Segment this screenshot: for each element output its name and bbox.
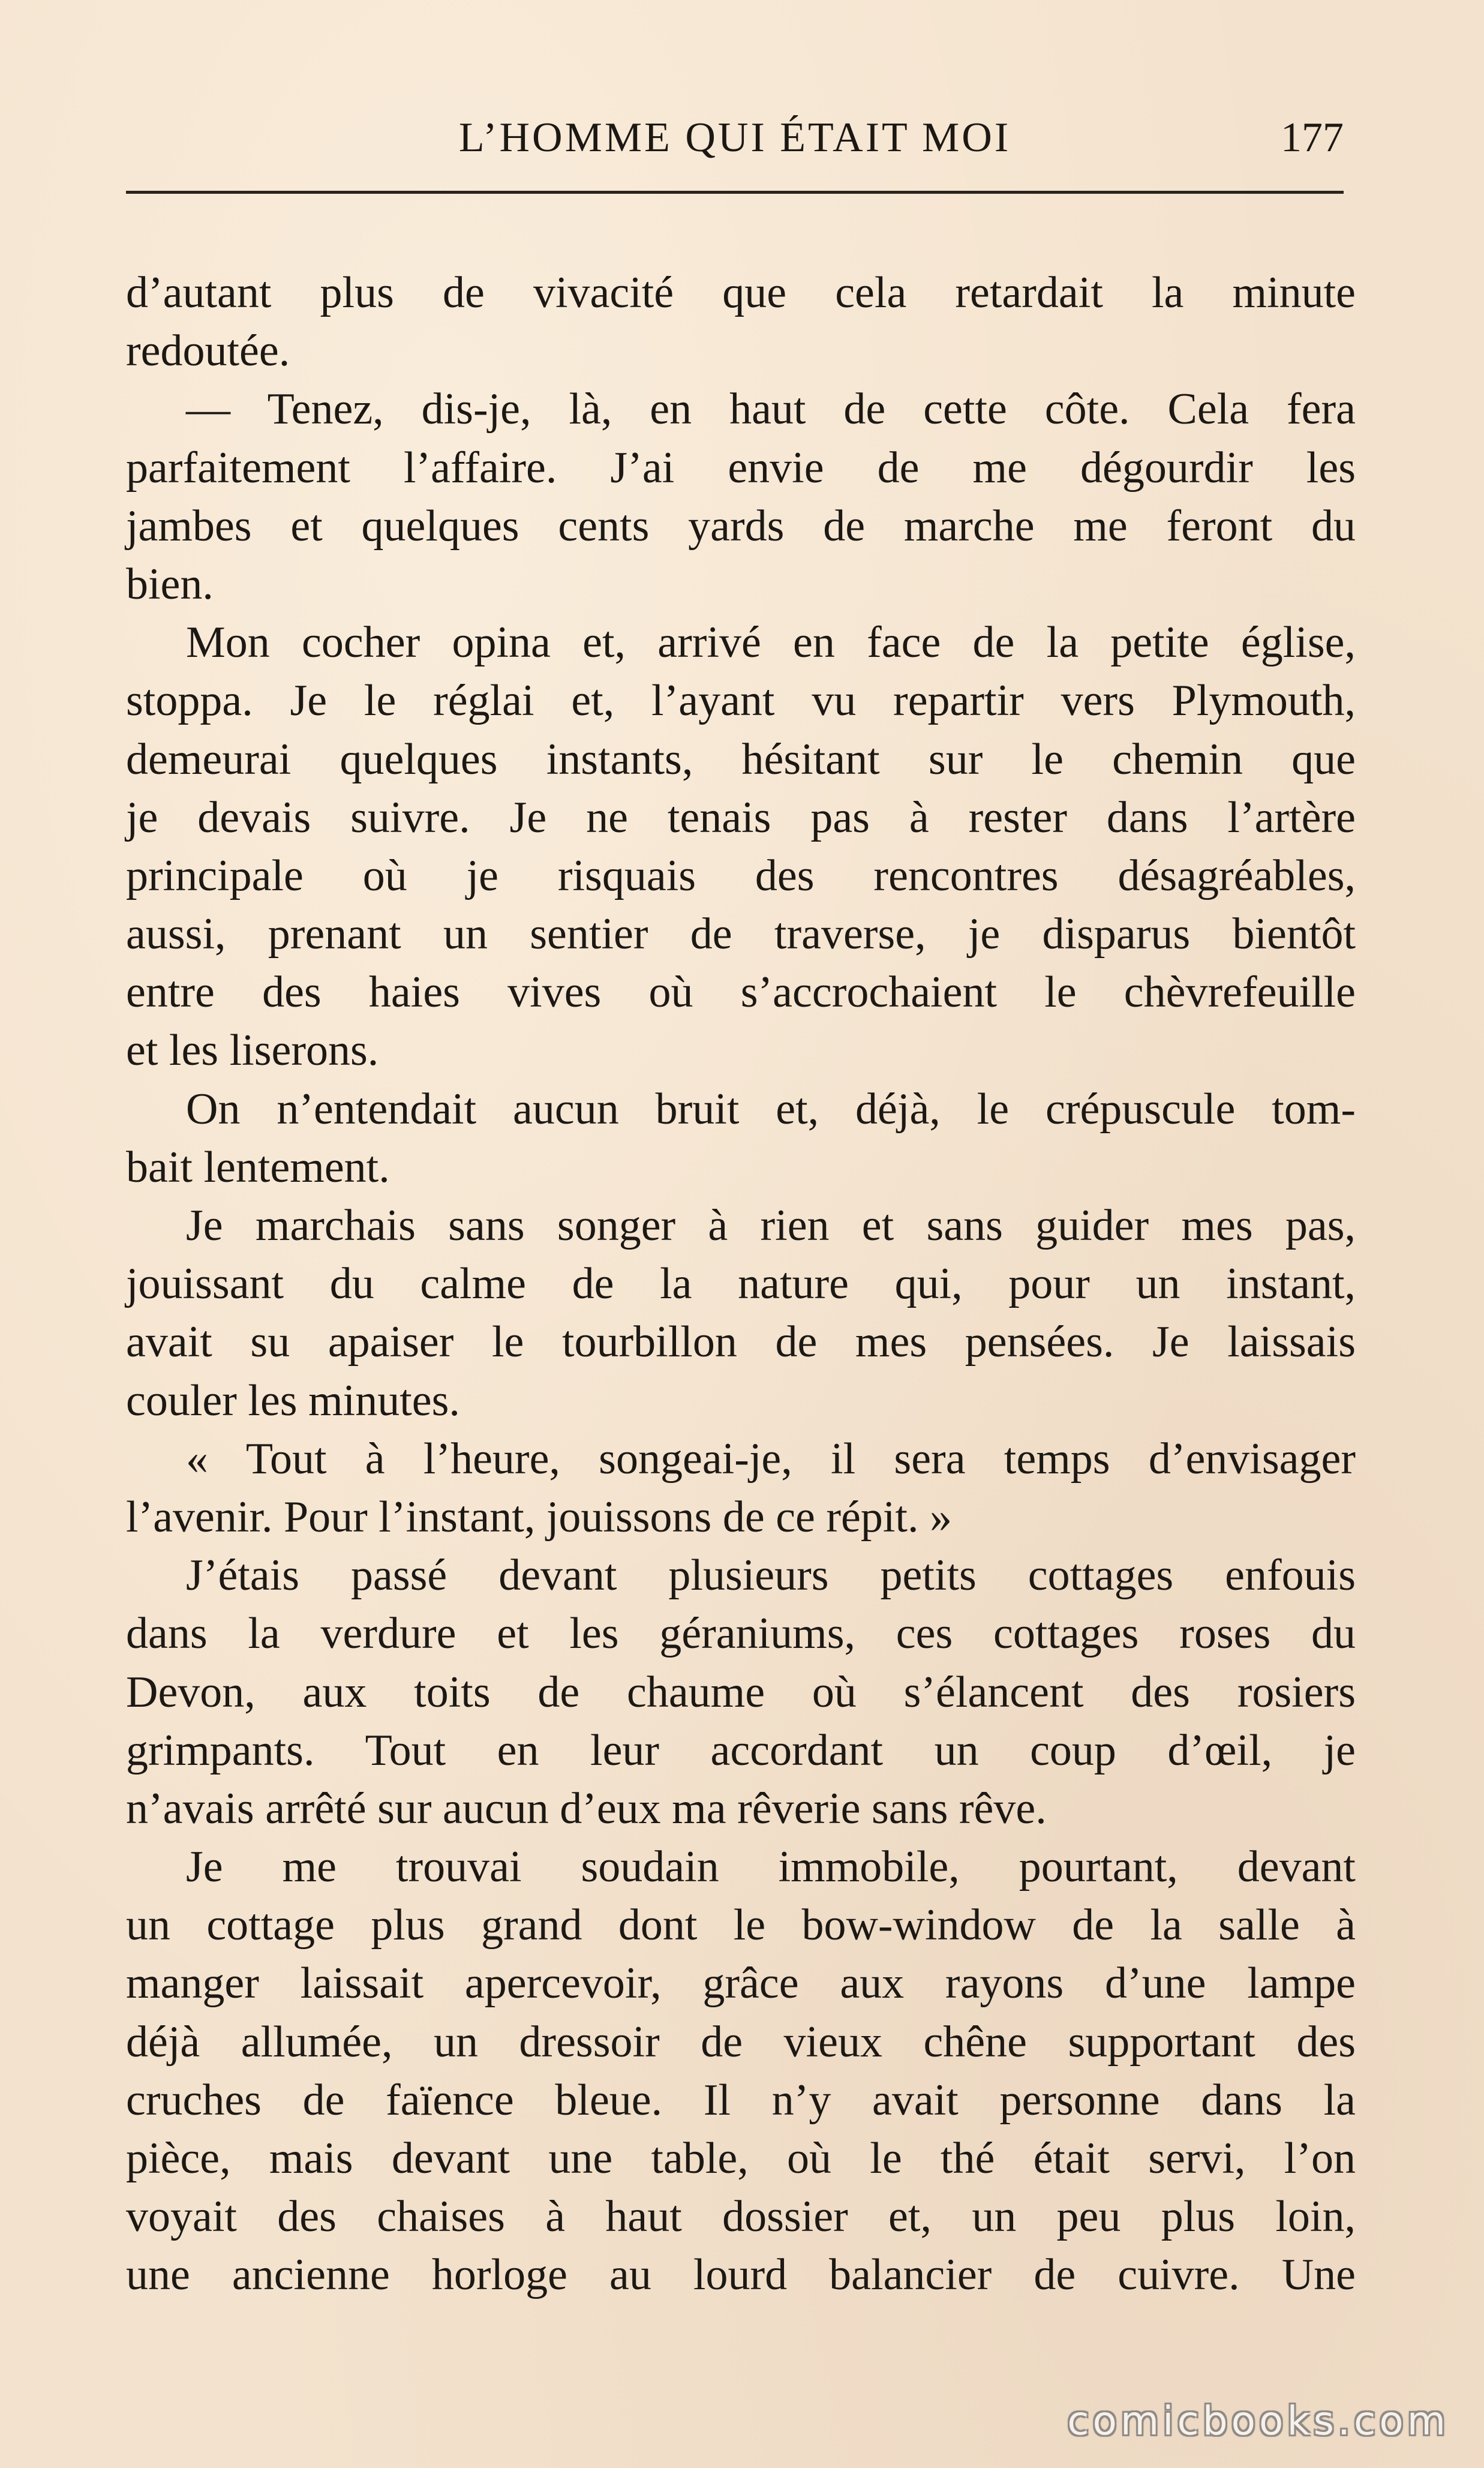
text-line: d’autant plus de vivacité que cela retardait la minute bbox=[126, 268, 1356, 317]
text-line: voyait des chaises à haut dossier et, un peu plus loin, bbox=[126, 2192, 1356, 2242]
text-line: un cottage plus grand dont le bow-window de la salle à bbox=[126, 1900, 1356, 1950]
text-line: Je marchais sans songer à rien et sans guider mes pas, bbox=[186, 1201, 1356, 1250]
text-line: manger laissait apercevoir, grâce aux rayons d’une lampe bbox=[126, 1959, 1356, 2008]
text-line: l’avenir. Pour l’instant, jouissons de ce répit. » bbox=[126, 1492, 952, 1542]
text-line: grimpants. Tout en leur accordant un coup d’œil, je bbox=[126, 1725, 1356, 1775]
text-line: On n’entendait aucun bruit et, déjà, le crépuscule tom- bbox=[186, 1084, 1356, 1134]
text-line: déjà allumée, un dressoir de vieux chêne supportant des bbox=[126, 2017, 1356, 2067]
text-line: jambes et quelques cents yards de marche me feront du bbox=[126, 501, 1356, 551]
text-line: demeurai quelques instants, hésitant sur le chemin que bbox=[126, 734, 1356, 784]
text-line: couler les minutes. bbox=[126, 1376, 460, 1425]
text-line: une ancienne horloge au lourd balancier de cuivre. Une bbox=[126, 2250, 1356, 2300]
body-text bbox=[126, 264, 1356, 2305]
text-line: redoutée. bbox=[126, 326, 290, 376]
text-line: aussi, prenant un sentier de traverse, je disparus bientôt bbox=[126, 909, 1356, 959]
text-line: avait su apaiser le tourbillon de mes pensées. Je laissais bbox=[126, 1317, 1356, 1367]
header-rule bbox=[126, 191, 1344, 194]
text-line: cruches de faïence bleue. Il n’y avait personne dans la bbox=[126, 2075, 1356, 2125]
text-line: bait lentement. bbox=[126, 1142, 390, 1192]
text-line: je devais suivre. Je ne tenais pas à rester dans l’artère bbox=[126, 792, 1356, 842]
running-title: L’HOMME QUI ÉTAIT MOI bbox=[458, 115, 1011, 161]
text-line: bien. bbox=[126, 559, 214, 609]
text-line: principale où je risquais des rencontres désagréables, bbox=[126, 851, 1356, 900]
text-line: J’étais passé devant plusieurs petits cottages enfouis bbox=[186, 1551, 1356, 1601]
text-line: n’avais arrêté sur aucun d’eux ma rêverie sans rêve. bbox=[126, 1784, 1047, 1833]
text-line: stoppa. Je le réglai et, l’ayant vu repartir vers Plymouth, bbox=[126, 676, 1356, 726]
text-line: — Tenez, dis-je, là, en haut de cette côte. Cela fera bbox=[186, 385, 1356, 434]
text-line: pièce, mais devant une table, où le thé était servi, l’on bbox=[126, 2134, 1356, 2183]
page-number: 177 bbox=[1281, 115, 1344, 161]
watermark: comicbooks.com bbox=[1067, 2398, 1449, 2444]
text-line: Devon, aux toits de chaume où s’élancent des rosiers bbox=[126, 1667, 1356, 1717]
text-line: entre des haies vives où s’accrochaient le chèvrefeuille bbox=[126, 968, 1356, 1017]
text-line: « Tout à l’heure, songeai-je, il sera temps d’envisager bbox=[186, 1434, 1356, 1484]
running-head bbox=[126, 108, 1344, 168]
text-line: parfaitement l’affaire. J’ai envie de me dégourdir les bbox=[126, 443, 1356, 493]
text-line: dans la verdure et les géraniums, ces cottages roses du bbox=[126, 1609, 1356, 1659]
text-line: jouissant du calme de la nature qui, pour un instant, bbox=[126, 1259, 1356, 1309]
text-line: Je me trouvai soudain immobile, pourtant, devant bbox=[186, 1842, 1356, 1892]
text-line: et les liserons. bbox=[126, 1026, 379, 1076]
text-line: Mon cocher opina et, arrivé en face de la petite église, bbox=[186, 618, 1356, 668]
